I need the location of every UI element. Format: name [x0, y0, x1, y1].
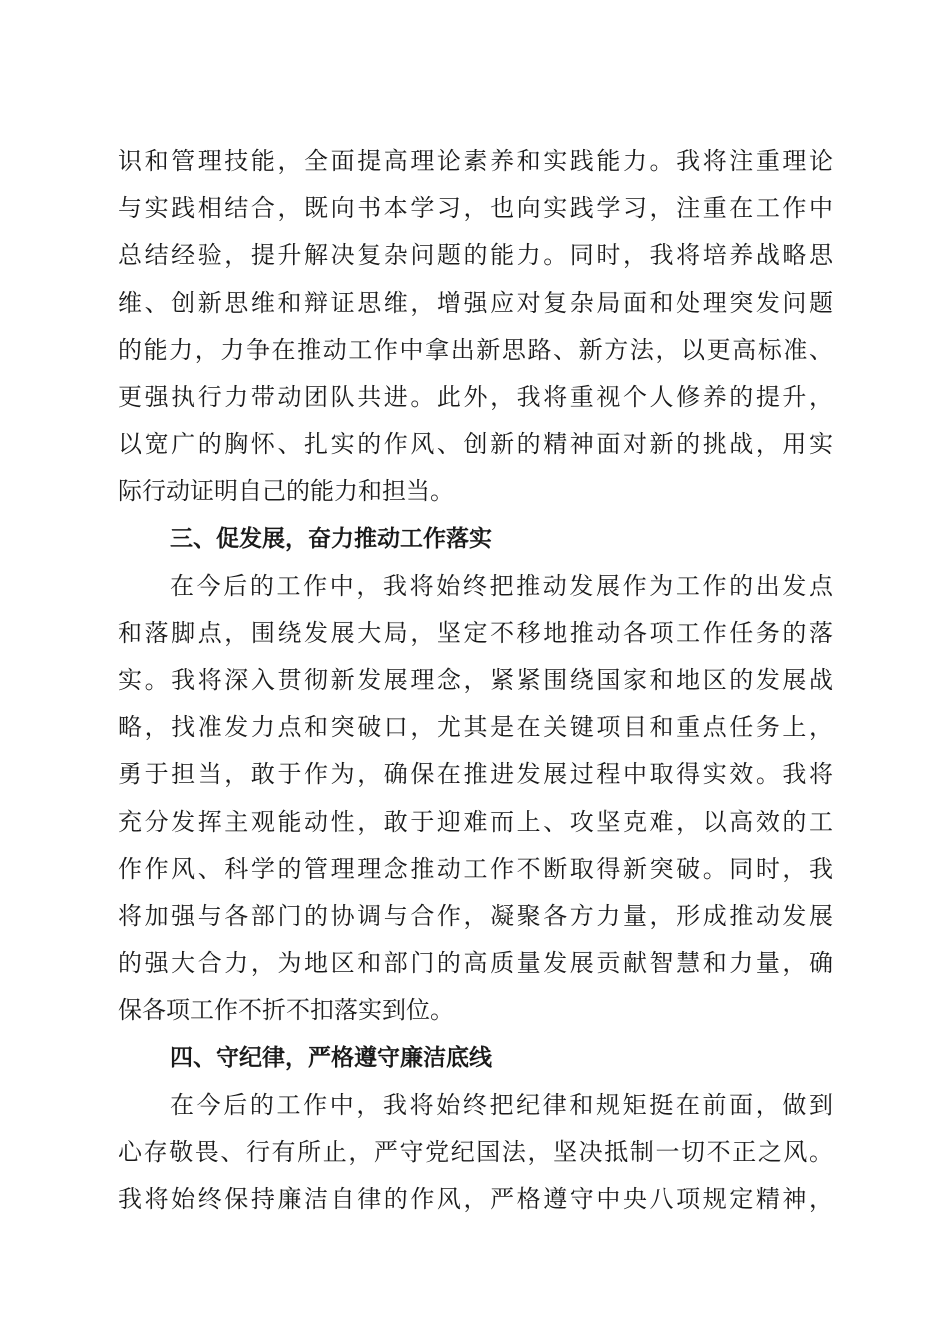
paragraph-1-line-2: 与实践相结合，既向书本学习，也向实践学习，注重在工作中: [118, 194, 833, 223]
section-3-line-8: 将加强与各部门的协调与合作，凝聚各方力量，形成推动发展: [118, 902, 833, 930]
section-3-heading: 三、促发展，奋力推动工作落实: [170, 525, 492, 552]
section-3-line-3: 实。我将深入贯彻新发展理念，紧紧围绕国家和地区的发展战: [118, 666, 833, 695]
section-3-line-6: 充分发挥主观能动性，敢于迎难而上、攻坚克难，以高效的工: [118, 807, 833, 836]
section-4-heading: 四、守纪律，严格遵守廉洁底线: [170, 1044, 492, 1071]
section-3-line-4: 略，找准发力点和突破口，尤其是在关键项目和重点任务上，: [118, 713, 833, 742]
section-4-line-3: 我将始终保持廉洁自律的作风，严格遵守中央八项规定精神，: [118, 1185, 833, 1214]
paragraph-1-line-6: 更强执行力带动团队共进。此外，我将重视个人修养的提升，: [118, 382, 833, 411]
section-4-line-1: 在今后的工作中，我将始终把纪律和规矩挺在前面，做到: [170, 1090, 833, 1119]
document-body: [118, 138, 833, 1223]
section-3-line-9: 的强大合力，为地区和部门的高质量发展贡献智慧和力量，确: [118, 949, 833, 978]
paragraph-1-line-8: 际行动证明自己的能力和担当。: [118, 477, 454, 506]
section-3-line-1: 在今后的工作中，我将始终把推动发展作为工作的出发点: [170, 571, 833, 600]
section-3-paragraph: [118, 563, 833, 1035]
paragraph-1-line-1: 识和管理技能，全面提高理论素养和实践能力。我将注重理论: [118, 147, 833, 175]
section-3-line-2: 和落脚点，围绕发展大局，坚定不移地推动各项工作任务的落: [118, 618, 833, 647]
paragraph-1-line-3: 总结经验，提升解决复杂问题的能力。同时，我将培养战略思: [118, 241, 833, 270]
section-4-line-2: 心存敬畏、行有所止，严守党纪国法，坚决抵制一切不正之风。: [118, 1137, 833, 1166]
paragraph-1-line-5: 的能力，力争在推动工作中拿出新思路、新方法，以更高标准、: [118, 335, 833, 364]
section-3-line-5: 勇于担当，敢于作为，确保在推进发展过程中取得实效。我将: [118, 760, 833, 789]
paragraph-1: [118, 138, 833, 516]
paragraph-1-line-7: 以宽广的胸怀、扎实的作风、创新的精神面对新的挑战，用实: [118, 430, 833, 459]
section-3-line-7: 作作风、科学的管理理念推动工作不断取得新突破。同时，我: [118, 854, 833, 883]
paragraph-1-line-4: 维、创新思维和辩证思维，增强应对复杂局面和处理突发问题: [118, 288, 833, 317]
section-3-line-10: 保各项工作不折不扣落实到位。: [118, 996, 454, 1025]
section-4-paragraph: [118, 1082, 833, 1224]
